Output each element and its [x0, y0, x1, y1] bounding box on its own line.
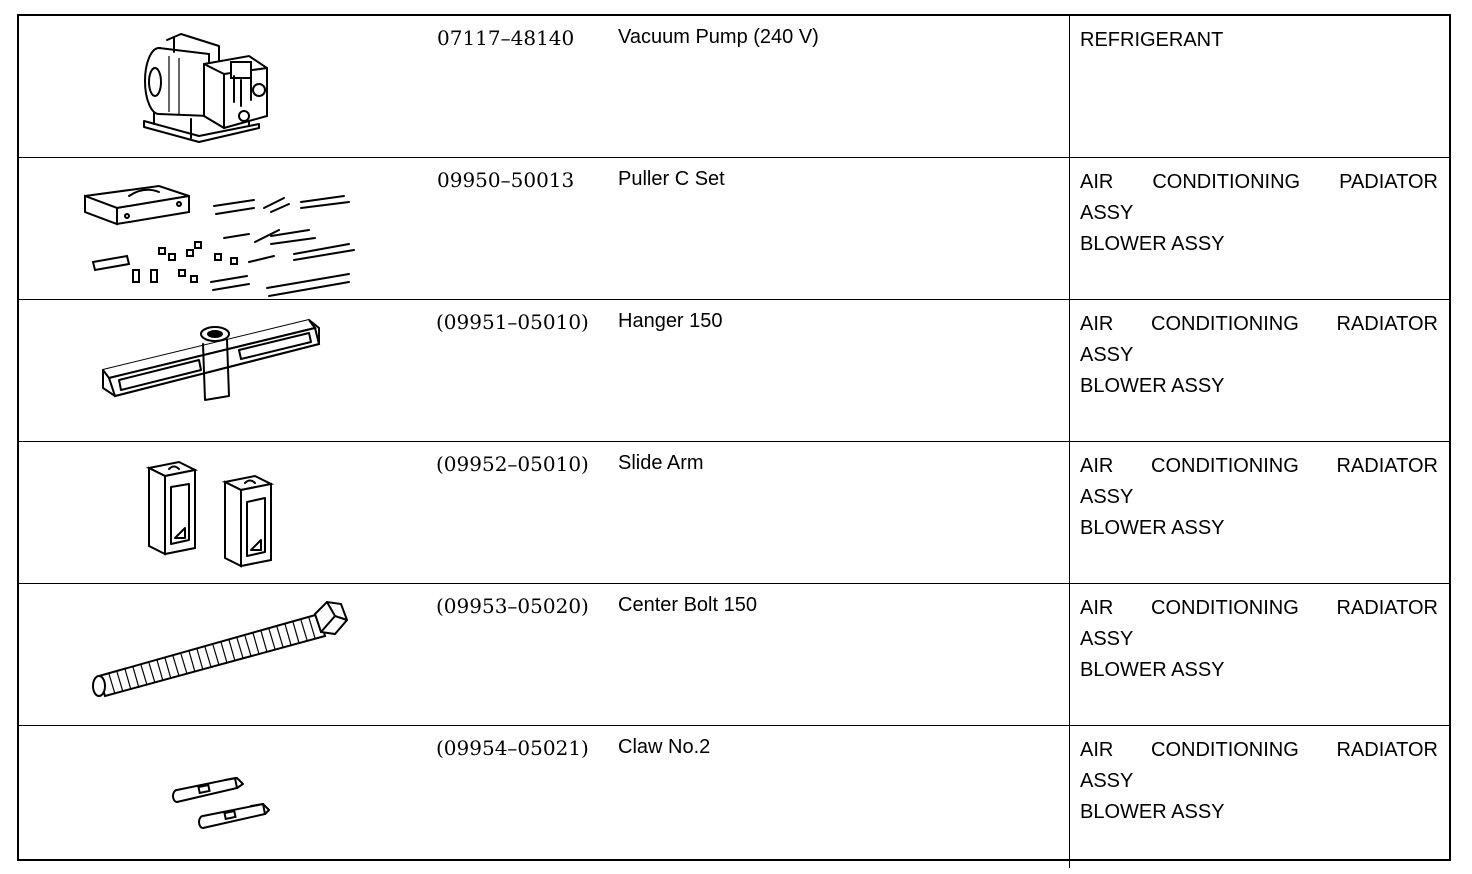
usage-line: BLOWER ASSY: [1080, 375, 1225, 397]
hanger-illustration: [19, 300, 419, 440]
usage-line: AIR CONDITIONING RADIATOR: [1080, 597, 1438, 619]
usage-line: ASSY: [1080, 486, 1134, 508]
part-number: 09950–50013: [437, 168, 575, 192]
puller-c-set-illustration: [19, 158, 419, 298]
claw-illustration: [19, 726, 419, 866]
usage-cell: [1080, 309, 1438, 402]
center-bolt-illustration: [19, 584, 419, 724]
usage-line: AIR CONDITIONING RADIATOR: [1080, 455, 1438, 477]
usage-line: ASSY: [1080, 344, 1134, 366]
usage-cell: [1080, 735, 1438, 828]
usage-line: BLOWER ASSY: [1080, 233, 1225, 255]
tool-name: Hanger 150: [618, 310, 723, 332]
table-row: [19, 158, 1449, 300]
column-divider: [1069, 442, 1070, 583]
tool-name: Puller C Set: [618, 168, 725, 190]
usage-line: BLOWER ASSY: [1080, 801, 1225, 823]
usage-cell: [1080, 167, 1438, 260]
column-divider: [1069, 158, 1070, 299]
column-divider: [1069, 16, 1070, 157]
usage-line: ASSY: [1080, 628, 1134, 650]
tool-name: Center Bolt 150: [618, 594, 757, 616]
slide-arm-illustration: [19, 442, 419, 582]
column-divider: [1069, 584, 1070, 725]
column-divider: [1069, 300, 1070, 441]
usage-cell: [1080, 25, 1438, 56]
tool-name: Vacuum Pump (240 V): [618, 26, 819, 48]
part-number: (09951–05010): [436, 310, 589, 334]
usage-line: AIR CONDITIONING PADIATOR: [1080, 171, 1438, 193]
table-row: [19, 442, 1449, 584]
tool-name: Slide Arm: [618, 452, 704, 474]
tool-name: Claw No.2: [618, 736, 711, 758]
usage-line: AIR CONDITIONING RADIATOR: [1080, 739, 1438, 761]
sst-table: [17, 14, 1451, 861]
part-number: (09952–05010): [436, 452, 589, 476]
table-row: [19, 300, 1449, 442]
usage-line: ASSY: [1080, 202, 1134, 224]
usage-line: BLOWER ASSY: [1080, 517, 1225, 539]
usage-line: AIR CONDITIONING RADIATOR: [1080, 313, 1438, 335]
part-number: (09954–05021): [436, 736, 589, 760]
table-row: [19, 584, 1449, 726]
column-divider: [1069, 726, 1070, 868]
table-row: [19, 16, 1449, 158]
usage-cell: [1080, 451, 1438, 544]
part-number: 07117–48140: [437, 26, 575, 50]
usage-cell: [1080, 593, 1438, 686]
vacuum-pump-illustration: [19, 16, 419, 156]
usage-line: ASSY: [1080, 770, 1134, 792]
usage-line: BLOWER ASSY: [1080, 659, 1225, 681]
table-row: [19, 726, 1449, 868]
usage-line: REFRIGERANT: [1080, 29, 1224, 51]
part-number: (09953–05020): [436, 594, 589, 618]
